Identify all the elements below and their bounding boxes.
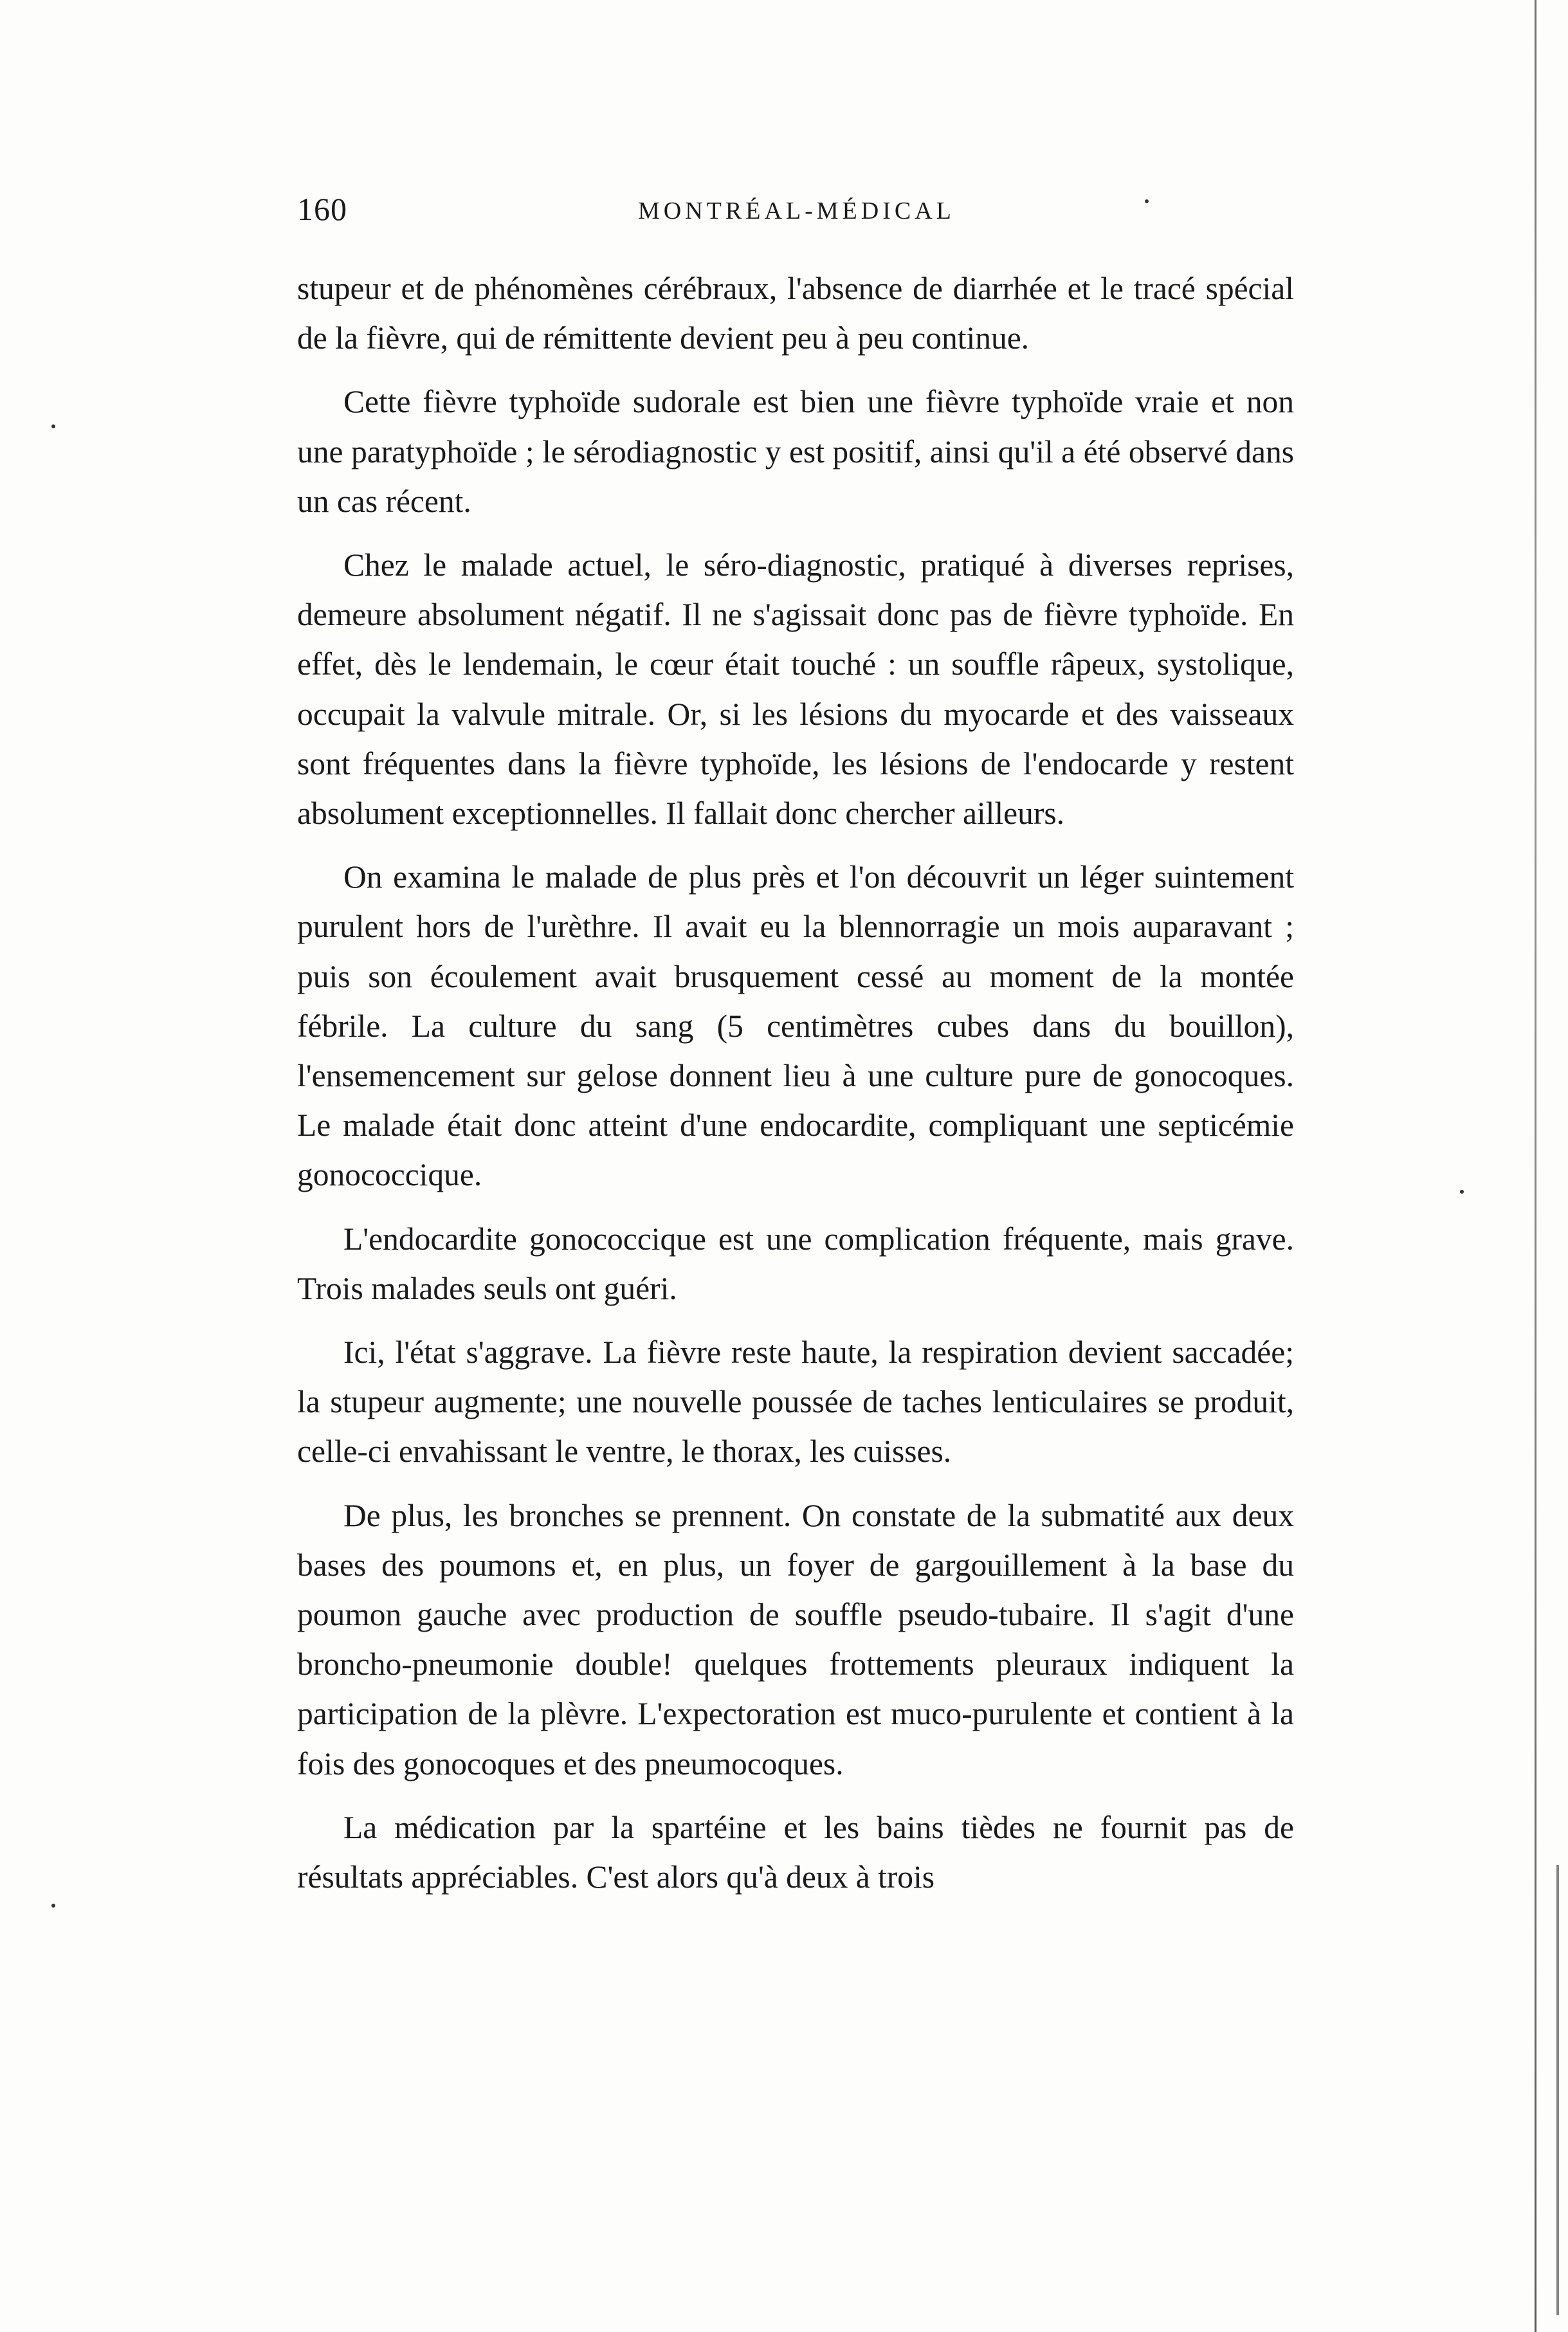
scan-edge-line bbox=[1535, 0, 1536, 2332]
page-header bbox=[297, 190, 1294, 235]
scan-speck bbox=[51, 424, 55, 428]
paragraph: Cette fièvre typhoïde sudorale est bien une fièvre typhoïde vraie et non une paratyphoïde ; le sérodiagnostic y est positif, ainsi qu'il a été observé dans un cas récent. bbox=[297, 384, 1294, 519]
paragraph: La médication par la spartéine et les bains tièdes ne fournit pas de résultats appréciables. C'est alors qu'à deux à trois bbox=[297, 1809, 1294, 1895]
paragraph: On examina le malade de plus près et l'on découvrit un léger suintement purulent hors de l'urèthre. Il avait eu la blennorragie un mois auparavant ; puis son écoulement avait brusquement cessé au moment de la montée fébrile. La culture du sang (5 centimètres cubes dans du bouillon), l'ensemencement sur gelose donnent lieu à une culture pure de gonocoques. Le malade était donc atteint d'une endocardite, compliquant une septicémie gonococcique. bbox=[297, 859, 1294, 1193]
scan-speck bbox=[1460, 1190, 1464, 1194]
paragraph: Ici, l'état s'aggrave. La fièvre reste haute, la respiration devient saccadée; la stupeur augmente; une nouvelle poussée de taches lenticulaires se produit, celle-ci envahissant le ventre, le thorax, les cuisses. bbox=[297, 1335, 1294, 1470]
running-head: MONTRÉAL-MÉDICAL bbox=[638, 197, 955, 224]
paragraph: L'endocardite gonococcique est une complication fréquente, mais grave. Trois malades seuls ont guéri. bbox=[297, 1221, 1294, 1306]
scan-speck bbox=[51, 1904, 55, 1908]
scan-speck bbox=[1145, 199, 1149, 203]
page-number: 160 bbox=[297, 191, 347, 227]
paragraph: stupeur et de phénomènes cérébraux, l'absence de diarrhée et le tracé spécial de la fièvre, qui de rémittente devient peu à peu continue. bbox=[297, 271, 1294, 356]
scan-edge-line bbox=[1556, 1865, 1559, 2315]
body-text bbox=[297, 264, 1294, 1916]
paragraph: De plus, les bronches se prennent. On constate de la submatité aux deux bases des poumons et, en plus, un foyer de gargouillement à la base du poumon gauche avec production de souffle pseudo-tubaire. Il s'agit d'une broncho-pneumonie double! quelques frottements pleuraux indiquent la participation de la plèvre. L'expectoration est muco-purulente et contient à la fois des gonocoques et des pneumocoques. bbox=[297, 1497, 1294, 1781]
paragraph: Chez le malade actuel, le séro-diagnostic, pratiqué à diverses reprises, demeure absolument négatif. Il ne s'agissait donc pas de fièvre typhoïde. En effet, dès le lendemain, le cœur était touché : un souffle râpeux, systolique, occupait la valvule mitrale. Or, si les lésions du myocarde et des vaisseaux sont fréquentes dans la fièvre typhoïde, les lésions de l'endocarde y restent absolument exceptionnelles. Il fallait donc chercher ailleurs. bbox=[297, 547, 1294, 832]
